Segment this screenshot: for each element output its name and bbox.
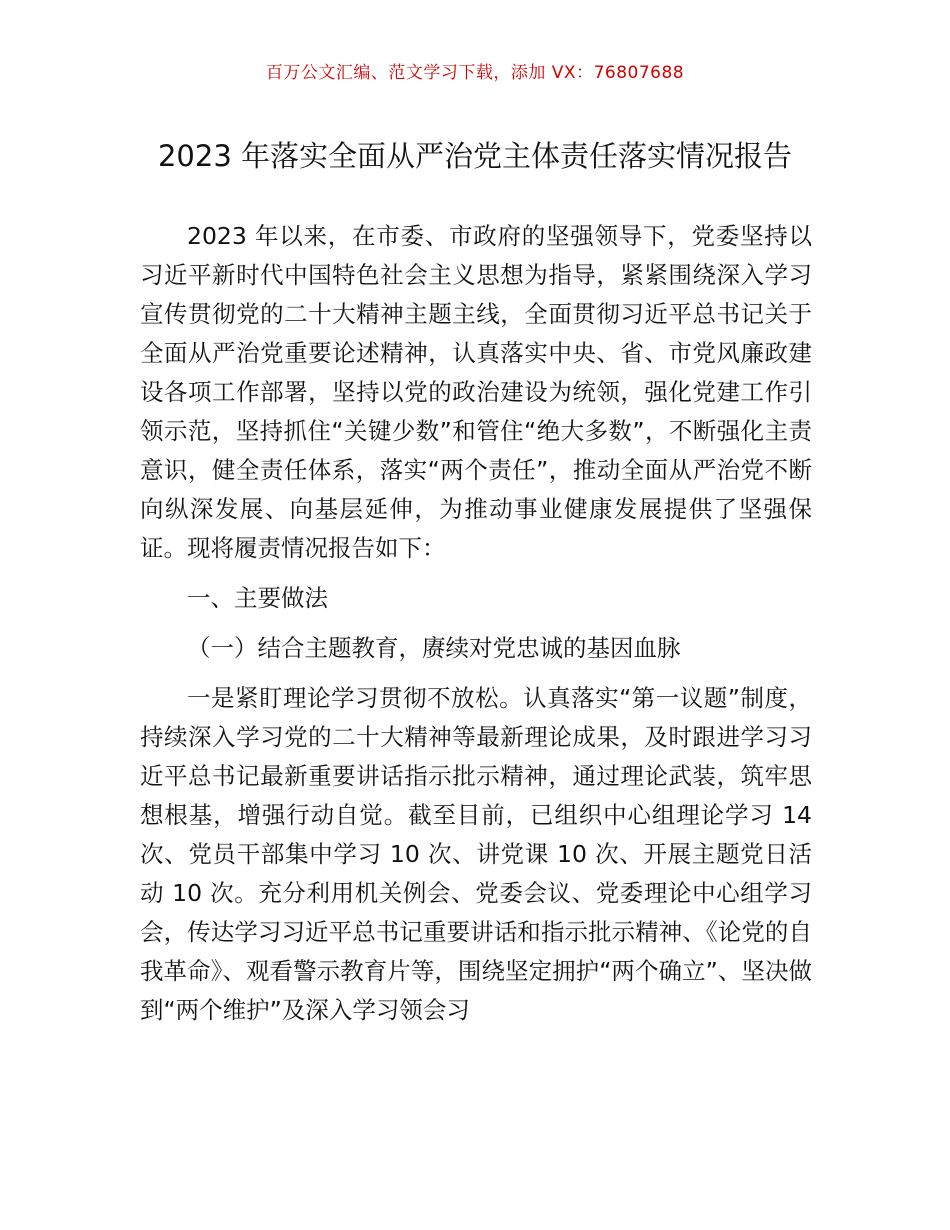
subsection-heading: （一）结合主题教育，赓续对党忠诚的基因血脉: [187, 634, 681, 662]
intro-paragraph: 2023 年以来，在市委、市政府的坚强领导下，党委坚持以习近平新时代中国特色社会主义思想为指导，紧紧围绕深入学习宣传贯彻党的二十大精神主题主线，全面贯彻习近平总书记关于全面从严治党重要论述精神，认真落实中央、省、市党风廉政建设各项工作部署，坚持以党的政治建设为统领，强化党建工作引领示范，坚持抓住“关键少数”和管住“绝大多数”，不断强化主责意识，健全责任体系，落实“两个责任”，推动全面从严治党不断向纵深发展、向基层延伸，为推动事业健康发展提供了坚强保证。现将履责情况报告如下：: [140, 222, 812, 562]
body-paragraph: 一是紧盯理论学习贯彻不放松。认真落实“第一议题”制度，持续深入学习党的二十大精神等最新理论成果，及时跟进学习习近平总书记最新重要讲话指示批示精神，通过理论武装，筑牢思想根基，增强行动自觉。截至目前，已组织中心组理论学习 14 次、党员干部集中学习 10 次、讲党课 10 次、开展主题党日活动 10 次。充分利用机关例会、党委会议、党委理论中心组学习会，传达学习习近平总书记重要讲话和指示批示精神、《论党的自我革命》、观看警示教育片等，围绕坚定拥护“两个确立”、坚决做到“两个维护”及深入学习领会习: [140, 684, 812, 1024]
header-note: 百万公文汇编、范文学习下载，添加 VX：76807688: [265, 63, 685, 83]
section-heading: 一、主要做法: [187, 584, 328, 612]
document-title: 2023 年落实全面从严治党主体责任落实情况报告: [157, 139, 793, 174]
document-body: [140, 217, 812, 1030]
